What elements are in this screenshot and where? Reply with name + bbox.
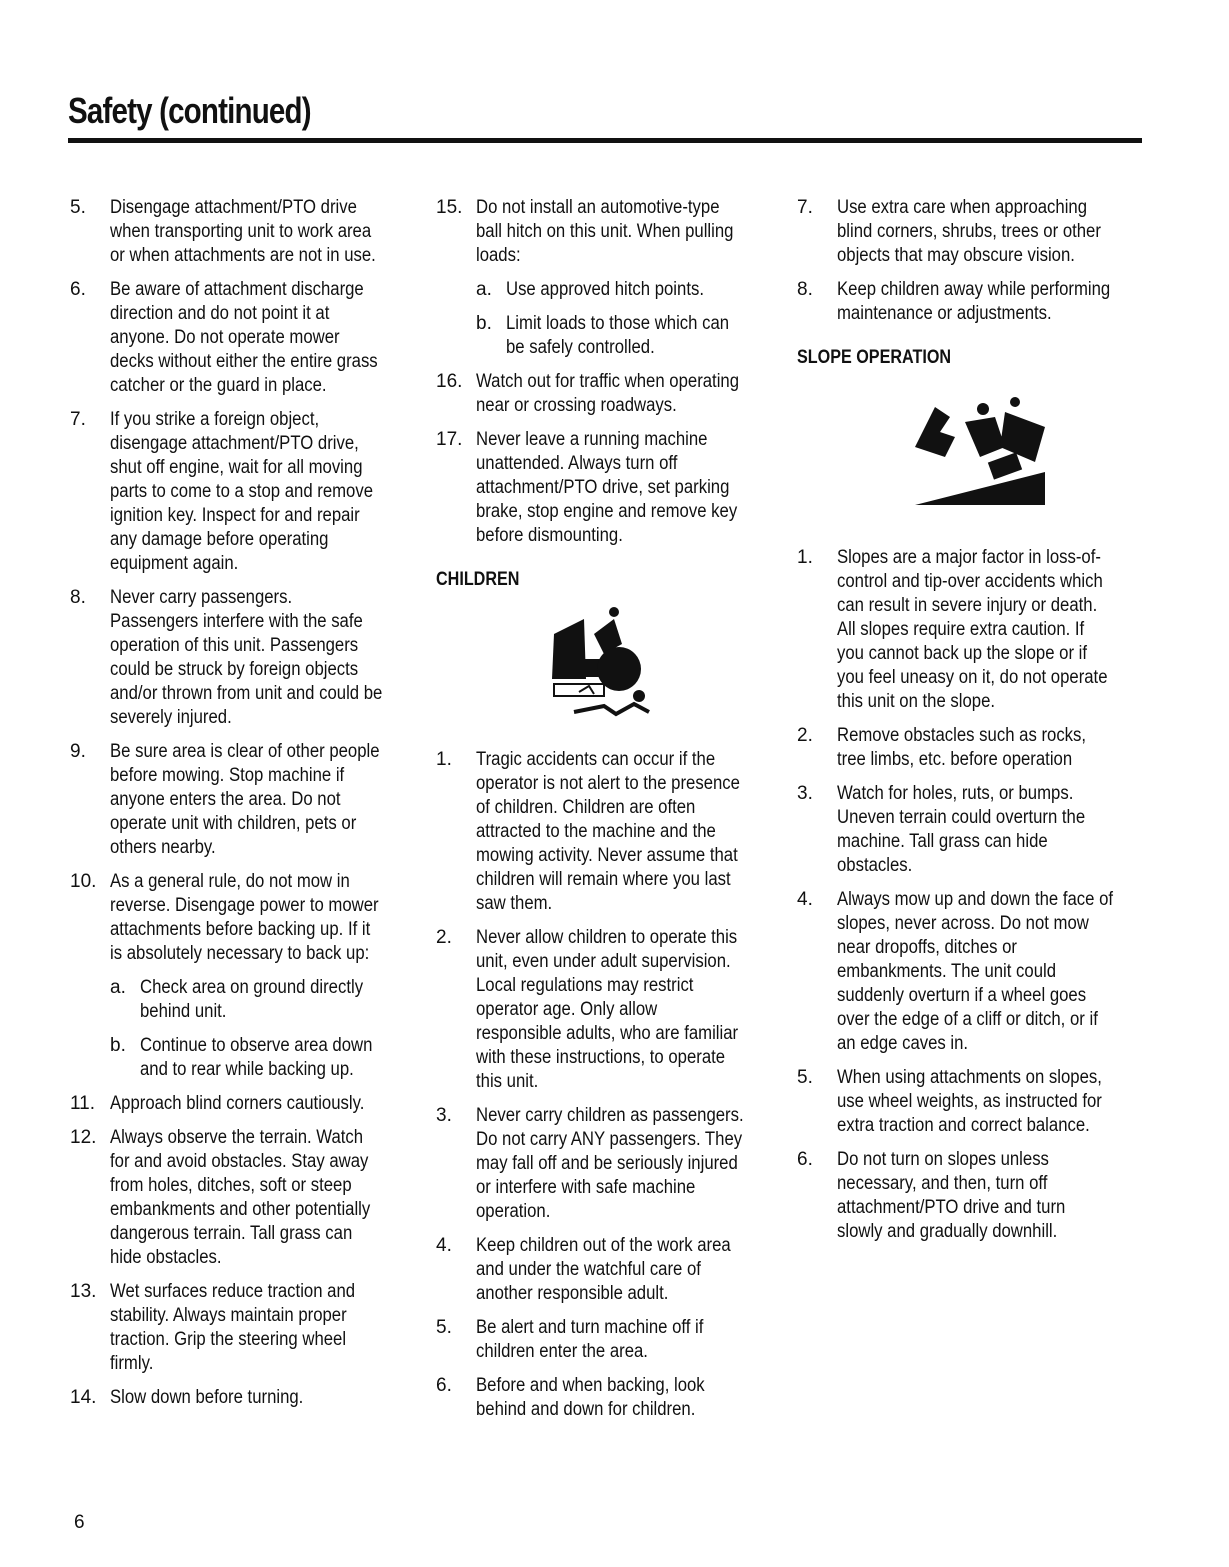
item-text: Be alert and turn machine off if children enter the area. bbox=[476, 1317, 704, 1362]
column-2 bbox=[436, 196, 781, 1432]
item-text: Never carry children as passengers. Do not carry ANY passengers. They may fall off and be seriously injured or interfere with safe machine operation. bbox=[476, 1105, 744, 1222]
list-item bbox=[436, 196, 781, 268]
item-number: 7. bbox=[797, 197, 813, 218]
item-text: Keep children away while performing maintenance or adjustments. bbox=[837, 279, 1111, 324]
list-item bbox=[70, 278, 422, 398]
item-text: Be sure area is clear of other people before mowing. Stop machine if anyone enters the area. Do not operate unit with children, pets or others nearby. bbox=[110, 741, 380, 858]
item-text: Always observe the terrain. Watch for and avoid obstacles. Stay away from holes, ditches, soft or steep embankments and other potentially dangerous terrain. Tall grass can hide obstacles. bbox=[110, 1127, 371, 1268]
item-text: Before and when backing, look behind and down for children. bbox=[476, 1375, 705, 1420]
item-number: 15. bbox=[436, 197, 463, 218]
item-number: 6. bbox=[70, 279, 86, 300]
item-number: 5. bbox=[436, 1317, 452, 1338]
sub-list-item bbox=[476, 312, 781, 360]
item-number: 8. bbox=[797, 279, 813, 300]
list-item bbox=[436, 428, 781, 548]
item-text: Be aware of attachment discharge direction and do not point it at anyone. Do not operate mower decks without either the entire grass catcher or the guard in place. bbox=[110, 279, 378, 396]
child-safety-icon bbox=[436, 604, 781, 724]
list-item bbox=[70, 1386, 422, 1410]
item-number: a. bbox=[476, 279, 492, 300]
list-item bbox=[70, 408, 422, 576]
list-item bbox=[436, 1104, 781, 1224]
item-text: Always mow up and down the face of slopes, never across. Do not mow near dropoffs, ditches or embankments. The unit could suddenly overturn if a wheel goes over the edge of a cliff or ditch, or if an edge caves in. bbox=[837, 889, 1114, 1054]
list-item bbox=[797, 546, 1152, 714]
item-text: Never allow children to operate this unit, even under adult supervision. Local regulations may restrict operator age. Only allow responsible adults, who are familiar with these instructions, to operate this unit. bbox=[476, 927, 739, 1092]
list-item bbox=[797, 724, 1152, 772]
sub-list-item bbox=[110, 976, 422, 1024]
list-item bbox=[436, 370, 781, 418]
item-text: Wet surfaces reduce traction and stability. Always maintain proper traction. Grip the steering wheel firmly. bbox=[110, 1281, 356, 1374]
item-text: Disengage attachment/PTO drive when transporting unit to work area or when attachments are not in use. bbox=[110, 197, 376, 266]
children-heading: CHILDREN bbox=[436, 569, 520, 590]
item-text: Do not turn on slopes unless necessary, and then, turn off attachment/PTO drive and turn slowly and gradually downhill. bbox=[837, 1149, 1066, 1242]
item-text: When using attachments on slopes, use wheel weights, as instructed for extra traction and correct balance. bbox=[837, 1067, 1102, 1136]
list-item bbox=[70, 196, 422, 268]
item-number: 5. bbox=[797, 1067, 813, 1088]
item-number: 12. bbox=[70, 1127, 97, 1148]
item-number: 13. bbox=[70, 1281, 97, 1302]
item-text: If you strike a foreign object, disengage attachment/PTO drive, shut off engine, wait for all moving parts to come to a stop and remove ignition key. Inspect for and repair any damage before operating equipment again. bbox=[110, 409, 374, 574]
list-item bbox=[797, 782, 1152, 878]
column-3 bbox=[797, 196, 1152, 1254]
list-item bbox=[797, 888, 1152, 1056]
item-text: Slopes are a major factor in loss-of-control and tip-over accidents which can result in severe injury or death. All slopes require extra caution. If you cannot back up the slope or if you feel uneasy on it, do not operate this unit on the slope. bbox=[837, 547, 1108, 712]
item-text: Do not install an automotive-type ball hitch on this unit. When pulling loads: bbox=[476, 197, 734, 266]
item-number: 7. bbox=[70, 409, 86, 430]
list-item bbox=[797, 196, 1152, 268]
item-number: 6. bbox=[797, 1149, 813, 1170]
list-item bbox=[436, 1234, 781, 1306]
page-title: Safety (continued) bbox=[68, 90, 311, 131]
item-text: Approach blind corners cautiously. bbox=[110, 1093, 365, 1114]
list-item bbox=[70, 1092, 422, 1116]
list-item bbox=[70, 1280, 422, 1376]
item-text: Limit loads to those which can be safely controlled. bbox=[506, 313, 730, 358]
item-number: 17. bbox=[436, 429, 463, 450]
list-item bbox=[436, 1316, 781, 1364]
item-number: 2. bbox=[797, 725, 813, 746]
item-number: 5. bbox=[70, 197, 86, 218]
item-number: 2. bbox=[436, 927, 452, 948]
item-number: 4. bbox=[436, 1235, 452, 1256]
item-text: Check area on ground directly behind unit. bbox=[140, 977, 364, 1022]
item-text: Never carry passengers. Passengers interfere with the safe operation of this unit. Passengers could be struck by foreign objects and/or thrown from unit and could be severely injured. bbox=[110, 587, 383, 728]
list-item bbox=[70, 870, 422, 966]
item-number: 4. bbox=[797, 889, 813, 910]
item-text: Continue to observe area down and to rear while backing up. bbox=[140, 1035, 373, 1080]
item-number: 3. bbox=[797, 783, 813, 804]
item-number: 8. bbox=[70, 587, 86, 608]
list-item bbox=[797, 278, 1152, 326]
item-text: Use extra care when approaching blind corners, shrubs, trees or other objects that may obscure vision. bbox=[837, 197, 1101, 266]
slope-tipover-icon bbox=[797, 382, 1152, 522]
item-text: Remove obstacles such as rocks, tree limbs, etc. before operation bbox=[837, 725, 1087, 770]
item-number: 3. bbox=[436, 1105, 452, 1126]
item-number: 16. bbox=[436, 371, 463, 392]
list-item bbox=[436, 1374, 781, 1422]
list-item bbox=[436, 926, 781, 1094]
column-1 bbox=[70, 196, 422, 1420]
item-text: Keep children out of the work area and under the watchful care of another responsible adult. bbox=[476, 1235, 731, 1304]
list-item bbox=[70, 740, 422, 860]
list-item bbox=[797, 1148, 1152, 1244]
item-text: Never leave a running machine unattended. Always turn off attachment/PTO drive, set parking brake, stop engine and remove key before dismounting. bbox=[476, 429, 738, 546]
page-number: 6 bbox=[74, 1512, 85, 1533]
item-number: 1. bbox=[436, 749, 452, 770]
list-item bbox=[70, 586, 422, 730]
item-text: Slow down before turning. bbox=[110, 1387, 304, 1408]
item-text: Use approved hitch points. bbox=[506, 279, 704, 300]
item-number: 11. bbox=[70, 1093, 96, 1114]
item-number: b. bbox=[110, 1035, 126, 1056]
list-item bbox=[436, 748, 781, 916]
item-number: 9. bbox=[70, 741, 86, 762]
item-number: a. bbox=[110, 977, 126, 998]
item-number: 6. bbox=[436, 1375, 452, 1396]
sub-list-item bbox=[110, 1034, 422, 1082]
item-number: b. bbox=[476, 313, 492, 334]
item-text: Watch out for traffic when operating near or crossing roadways. bbox=[476, 371, 740, 416]
item-text: Tragic accidents can occur if the operator is not alert to the presence of children. Children are often attracted to the machine and the mowing activity. Never assume that children will remain where you last saw them. bbox=[476, 749, 740, 914]
slope-operation-heading: SLOPE OPERATION bbox=[797, 347, 952, 368]
item-text: Watch for holes, ruts, or bumps. Uneven terrain could overturn the machine. Tall grass can hide obstacles. bbox=[837, 783, 1086, 876]
list-item bbox=[70, 1126, 422, 1270]
list-item bbox=[797, 1066, 1152, 1138]
item-number: 1. bbox=[797, 547, 813, 568]
item-text: As a general rule, do not mow in reverse. Disengage power to mower attachments before backing up. If it is absolutely necessary to back up: bbox=[110, 871, 379, 964]
title-rule bbox=[68, 138, 1142, 143]
item-number: 14. bbox=[70, 1387, 97, 1408]
item-number: 10. bbox=[70, 871, 97, 892]
sub-list-item bbox=[476, 278, 781, 302]
